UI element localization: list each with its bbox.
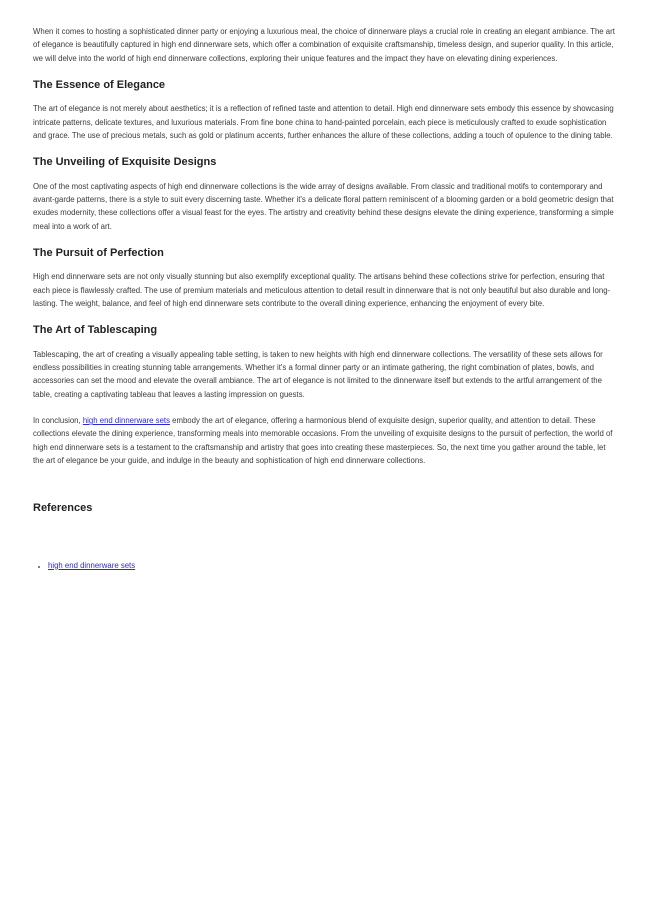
reference-link-high-end-dinnerware-sets[interactable]: high end dinnerware sets	[48, 560, 136, 570]
references-section	[33, 502, 617, 572]
article-body	[33, 25, 617, 572]
section-paragraph-art-of-tablescaping: Tablescaping, the art of creating a visually appealing table setting, is taken to new heights with high end dinnerware collections. The versatility of these sets allows for endless possibilities in creating stunning table arrangements. Whether it's a formal dinner party or an intimate gathering, the right combination of plates, bowls, and accessories can set the mood and elevate the overall ambiance. The art of elegance is not limited to the dinnerware itself but extends to the artful arrangement of the table, creating a captivating tableau that leaves a lasting impression on guests.	[33, 349, 603, 399]
high-end-dinnerware-sets-link[interactable]: high end dinnerware sets	[82, 416, 170, 426]
reference-list-item	[48, 559, 617, 572]
section-paragraph-pursuit-of-perfection: High end dinnerware sets are not only visually stunning but also exemplify exceptional quality. The artisans behind these collections strive for perfection, ensuring that each piece is flawlessly crafted. The use of premium materials and meticulous attention to detail result in dinnerware that is not only beautiful but also durable and long-lasting. The weight, balance, and feel of high end dinnerware sets contribute to the overall dining experience, enhancing the enjoyment of every bite.	[33, 272, 611, 309]
intro-paragraph: When it comes to hosting a sophisticated dinner party or enjoying a luxurious meal, the choice of dinnerware plays a crucial role in creating an elegant ambiance. The art of elegance is beautifully captured in high end dinnerware sets, which offer a combination of exquisite craftsmanship, timeless design, and superior quality. In this article, we will delve into the world of high end dinnerware collections, exploring their unique features and the impact they have on elevating dining experiences.	[33, 27, 615, 63]
references-list	[33, 559, 617, 572]
section-heading-pursuit-of-perfection: The Pursuit of Perfection	[33, 246, 164, 259]
section-paragraph-essence-of-elegance: The art of elegance is not merely about aesthetics; it is a reflection of refined taste and attention to detail. High end dinnerware sets embody this essence by showcasing intricate patterns, delicate textures, and luxurious materials. From fine bone china to hand-painted porcelain, each piece is meticulously crafted to exude sophistication and grace. The use of precious metals, such as gold or platinum accents, further enhances the allure of these collections, adding a touch of opulence to the dining table.	[33, 104, 614, 140]
references-heading: References	[33, 502, 93, 515]
conclusion-text-after-link: embody the art of elegance, offering a harmonious blend of exquisite design, superior quality, and attention to detail. These collections elevate the dining experience, transforming meals into memorable occasions. From the unveiling of exquisite designs to the pursuit of perfection, the world of high end dinnerware sets is a testament to the craftsmanship and artistry that goes into creating these masterpieces. So, the next time you gather around the table, let the art of elegance be your guide, and indulge in the beauty and sophistication of high end dinnerware collections.	[33, 416, 613, 465]
section-heading-art-of-tablescaping: The Art of Tablescaping	[33, 324, 158, 337]
conclusion-text-before-link: In conclusion,	[33, 416, 83, 426]
section-heading-essence-of-elegance: The Essence of Elegance	[33, 78, 166, 91]
conclusion-paragraph	[33, 414, 617, 467]
section-heading-unveiling-of-exquisite-designs: The Unveiling of Exquisite Designs	[33, 156, 217, 169]
section-paragraph-unveiling-of-exquisite-designs: One of the most captivating aspects of high end dinnerware collections is the wide array of designs available. From classic and traditional motifs to contemporary and avant-garde patterns, there is a style to suit every discerning taste. Whether it's a delicate floral pattern reminiscent of a blooming garden or a bold geometric design that exudes modernity, these collections offer a visual feast for the eyes. The artistry and creativity behind these designs elevate the dining experience, transforming a simple meal into a work of art.	[33, 181, 614, 231]
